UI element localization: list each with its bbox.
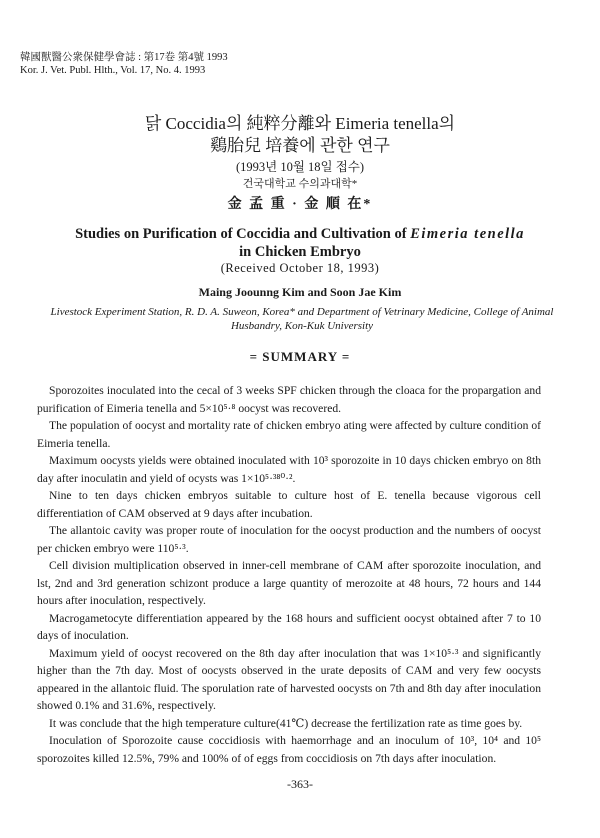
korean-title-line1: 닭 Coccidia의 純粹分離와 Eimeria tenella의 <box>144 114 456 133</box>
authors-english: Maing Joounng Kim and Soon Jae Kim <box>198 285 402 299</box>
received-date-english: (Received October 18, 1993) <box>220 261 380 275</box>
paragraph: The allantoic cavity was proper route of inoculation for the oocyst production and the numbers of oocyst per chicken embryo were 110⁵·³. <box>37 524 541 555</box>
paragraph: Macrogametocyte differentiation appeared by the 168 hours and sufficient oocyst obtained after 7 to 10 days of inoculation. <box>37 611 541 642</box>
paragraph: Maximum oocysts yields were obtained inoculated with 10³ sporozoite in 10 days chicken embryo on 8th day after inoculatin and yield of ocysts was 1×10⁵·³⁸⁰·². <box>37 454 541 485</box>
authors-korean: 金 孟 重 · 金 順 在* <box>227 197 373 212</box>
english-title-line2: in Chicken Embryo <box>239 244 361 260</box>
paragraph: Nine to ten days chicken embryos suitable to culture host of E. tenella because vigorous cell differentiation of CAM observed at 9 days after incubation. <box>37 489 541 520</box>
english-title-text: Studies on Purification of Coccidia and Cultivation of <box>75 226 411 242</box>
korean-title-line2: 鷄胎兒 培養에 관한 연구 <box>210 136 390 155</box>
affiliation-english: Livestock Experiment Station, R. D. A. Suweon, Korea* and Department of Vetrinary Medicine, College of Animal Husbandry, Kon-Kuk University <box>50 306 554 332</box>
journal-ref-korean: 韓國獸醫公衆保健學會誌 : 第17卷 第4號 1993 <box>20 52 228 63</box>
paragraph: The population of oocyst and mortality rate of chicken embryo ating were affected by culture condition of Eimeria tenella. <box>37 419 541 450</box>
english-title-species: Eimeria tenella <box>410 226 525 242</box>
paragraph: It was conclude that the high temperature culture(41℃) decrease the fertilization rate as time goes by. <box>49 716 523 730</box>
journal-ref-english: Kor. J. Vet. Publ. Hlth., Vol. 17, No. 4. 1993 <box>20 65 206 76</box>
received-date-korean: (1993년 10월 18일 접수) <box>235 160 365 174</box>
paragraph: Cell division multiplication observed in inner-cell membrane of CAM after sporozoite inoculation, and lst, 2nd and 3rd generation schizont produce a large quantity of merozoite at 48 hours, 72 hours and 144 hours after inoculation, respectively. <box>37 559 541 607</box>
paragraph: Maximum yield of oocyst recovered on the 8th day after inoculation that was 1×10⁵·³ and significantly higher than the 7th day. Most of oocysts observed in the urate deposits of CAM and very few oocysts appeared in the allantoic fluid. The sporulation rate of harvested oocysts on 7th and 8th day after inoculation showed 0.1% and 31.6%, respectively. <box>37 646 541 712</box>
page-number: -363- <box>287 777 313 791</box>
summary-body <box>37 382 541 767</box>
paragraph: Inoculation of Sporozoite cause coccidiosis with haemorrhage and an inoculum of 10³, 10⁴ and 10⁵ sporozoites killed 12.5%, 79% and 100% of of eggs from coccidiosis on 7th days after inoculation. <box>37 734 541 765</box>
journal-reference <box>20 51 228 77</box>
english-title-line1 <box>0 225 600 243</box>
paragraph: Sporozoites inoculated into the cecal of 3 weeks SPF chicken through the cloaca for the propargation and purification of Eimeria tenella and 5×10⁵·⁸ oocyst was recovered. <box>37 384 541 415</box>
summary-heading: = SUMMARY = <box>249 349 351 364</box>
affiliation-korean: 건국대학교 수의과대학* <box>242 178 358 190</box>
